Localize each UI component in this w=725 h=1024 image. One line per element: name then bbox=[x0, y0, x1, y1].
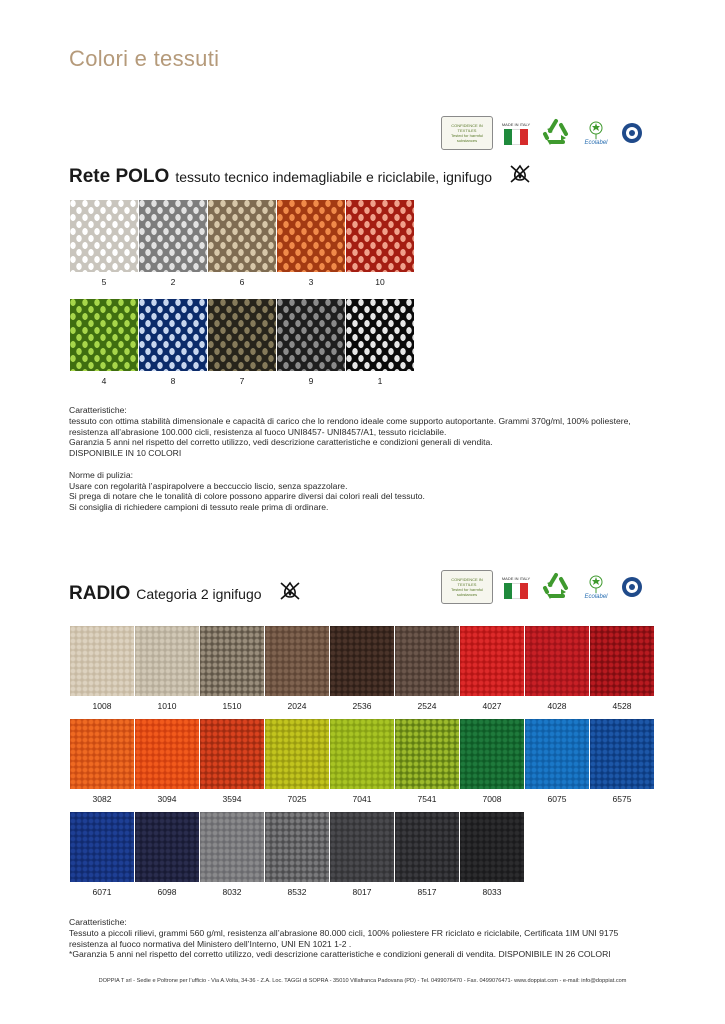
polo-note-line: tessuto con ottima stabilità dimensionale e capacità di carico che lo rendono ideale come supporto autoportante. Grammi 370g/ml, 100% poliestere, resistenza all’abrasione 100.000 cicli, resistenza al fuoco UNI8457- UNI8457/A1, tessuto riciclabile. bbox=[69, 415, 631, 437]
radio-note-line: *Garanzia 5 anni nel rispetto del corretto utilizzo, vedi descrizione caratteristiche e condizioni generali di vendita. DISPONIBILE IN 26 COLORI bbox=[69, 949, 611, 960]
polo-swatch-code: 3 bbox=[308, 277, 314, 287]
polo-swatch-code: 9 bbox=[308, 376, 314, 386]
radio-swatch-code: 1010 bbox=[157, 701, 177, 711]
polo-swatch-tile bbox=[139, 200, 207, 272]
flame-retardant-icon bbox=[508, 163, 532, 190]
ecolabel-label: Ecolabel bbox=[584, 594, 608, 600]
radio-swatch-tile bbox=[330, 626, 394, 696]
radio-swatch bbox=[525, 719, 589, 804]
radio-swatch-tile bbox=[70, 626, 134, 696]
oeko-tex-icon bbox=[441, 570, 493, 604]
polo-note-line: Norme di pulizia: bbox=[69, 469, 133, 480]
radio-swatch-code: 8033 bbox=[482, 887, 502, 897]
radio-swatch bbox=[135, 719, 199, 804]
radio-swatch bbox=[200, 812, 264, 897]
radio-section-header bbox=[69, 580, 302, 607]
radio-swatch bbox=[330, 812, 394, 897]
polo-swatch-code: 7 bbox=[239, 376, 245, 386]
radio-swatch-code: 6098 bbox=[157, 887, 177, 897]
ecolabel-label: Ecolabel bbox=[584, 140, 608, 146]
radio-swatch bbox=[395, 719, 459, 804]
radio-subtitle: Categoria 2 ignifugo bbox=[136, 585, 262, 602]
polo-swatch-code: 2 bbox=[170, 277, 176, 287]
radio-swatch bbox=[460, 719, 524, 804]
certification-logos-polo bbox=[441, 116, 645, 150]
radio-swatch-tile bbox=[135, 812, 199, 882]
radio-swatch-code: 6575 bbox=[612, 794, 632, 804]
polo-note-line: Caratteristiche: bbox=[69, 405, 127, 415]
polo-swatch-tile bbox=[70, 299, 138, 371]
radio-swatch-code: 8032 bbox=[222, 887, 242, 897]
radio-swatch-tile bbox=[265, 812, 329, 882]
radio-swatch-code: 4528 bbox=[612, 701, 632, 711]
polo-swatch-tile bbox=[277, 299, 345, 371]
radio-swatch-tile bbox=[265, 719, 329, 789]
radio-swatch-tile bbox=[525, 626, 589, 696]
radio-swatch-grid bbox=[70, 626, 654, 897]
radio-swatch-tile bbox=[395, 719, 459, 789]
radio-swatch-code: 7541 bbox=[417, 794, 437, 804]
oeko-tex-sub: Tested for harmful substances bbox=[450, 133, 483, 143]
polo-swatch bbox=[277, 299, 345, 386]
iso-seal-icon bbox=[619, 116, 645, 150]
radio-swatch bbox=[525, 626, 589, 711]
radio-swatch-code: 6075 bbox=[547, 794, 567, 804]
radio-swatch-tile bbox=[460, 626, 524, 696]
radio-swatch-code: 6071 bbox=[92, 887, 112, 897]
page-title: Colori e tessuti bbox=[69, 46, 220, 71]
radio-swatch bbox=[265, 812, 329, 897]
radio-swatch-tile bbox=[395, 812, 459, 882]
radio-swatch-tile bbox=[200, 812, 264, 882]
radio-swatch bbox=[265, 626, 329, 711]
radio-swatch-tile bbox=[70, 719, 134, 789]
radio-swatch-code: 4027 bbox=[482, 701, 502, 711]
polo-swatch-code: 8 bbox=[170, 376, 176, 386]
radio-notes bbox=[69, 917, 659, 960]
radio-swatch-code: 7041 bbox=[352, 794, 372, 804]
radio-swatch bbox=[135, 812, 199, 897]
radio-title: RADIO bbox=[69, 582, 131, 604]
polo-swatch-tile bbox=[346, 299, 414, 371]
polo-swatch-tile bbox=[139, 299, 207, 371]
radio-swatch bbox=[70, 626, 134, 711]
oeko-tex-label: CONFIDENCE IN TEXTILES bbox=[451, 123, 483, 133]
radio-swatch-tile bbox=[135, 626, 199, 696]
radio-swatch-tile bbox=[590, 626, 654, 696]
ecolabel-icon bbox=[581, 570, 611, 604]
polo-notes bbox=[69, 405, 669, 513]
polo-swatch bbox=[208, 200, 276, 287]
radio-swatch bbox=[265, 719, 329, 804]
polo-swatch bbox=[277, 200, 345, 287]
radio-swatch-code: 3082 bbox=[92, 794, 112, 804]
polo-swatch-code: 1 bbox=[377, 376, 383, 386]
radio-swatch bbox=[330, 719, 394, 804]
polo-title: Rete POLO bbox=[69, 165, 170, 187]
radio-swatch-tile bbox=[135, 719, 199, 789]
iso-seal-icon bbox=[619, 570, 645, 604]
polo-swatch-tile bbox=[70, 200, 138, 272]
radio-swatch-code: 2536 bbox=[352, 701, 372, 711]
radio-swatch-code: 8517 bbox=[417, 887, 437, 897]
polo-section-header bbox=[69, 163, 532, 190]
polo-subtitle: tessuto tecnico indemagliabile e riciclabile, ignifugo bbox=[175, 168, 493, 185]
radio-swatch bbox=[330, 626, 394, 711]
polo-swatch bbox=[139, 200, 207, 287]
oeko-tex-icon bbox=[441, 116, 493, 150]
radio-swatch-code: 4028 bbox=[547, 701, 567, 711]
radio-swatch-tile bbox=[330, 812, 394, 882]
made-in-italy-flag-icon bbox=[501, 571, 531, 603]
polo-note-line: Si prega di notare che le tonalità di colore possono apparire diversi dai colori reali del tessuto. bbox=[69, 491, 425, 502]
polo-swatch bbox=[70, 200, 138, 287]
radio-swatch-tile bbox=[590, 719, 654, 789]
polo-note-line: Usare con regolarità l’aspirapolvere a beccuccio liscio, senza spazzolare. bbox=[69, 480, 348, 491]
radio-swatch bbox=[395, 812, 459, 897]
polo-swatch bbox=[346, 200, 414, 287]
radio-swatch bbox=[200, 626, 264, 711]
radio-swatch bbox=[460, 626, 524, 711]
polo-swatch-grid bbox=[70, 200, 414, 386]
polo-swatch-tile bbox=[208, 299, 276, 371]
radio-swatch-code: 3094 bbox=[157, 794, 177, 804]
radio-swatch-code: 8017 bbox=[352, 887, 372, 897]
made-in-italy-flag-icon bbox=[501, 117, 531, 149]
radio-swatch bbox=[590, 626, 654, 711]
oeko-tex-sub: Tested for harmful substances bbox=[450, 587, 483, 597]
radio-swatch-tile bbox=[460, 719, 524, 789]
radio-swatch-code: 7008 bbox=[482, 794, 502, 804]
certification-logos-radio bbox=[441, 570, 645, 604]
radio-swatch-tile bbox=[200, 626, 264, 696]
radio-swatch-code: 8532 bbox=[287, 887, 307, 897]
polo-note-line: Garanzia 5 anni nel rispetto del corretto utilizzo, vedi descrizione caratteristiche e condizioni generali di vendita. bbox=[69, 437, 493, 448]
radio-note-line: Tessuto a piccoli rilievi, grammi 560 g/ml, resistenza all’abrasione 80.000 cicli, 100% poliestere FR riciclato e riciclabile, Certificata 1IM UNI 9175 resistenza al fuoco normativa del Ministero dell’Interno, UNI EN 1021 1-2 . bbox=[69, 927, 619, 949]
polo-swatch bbox=[208, 299, 276, 386]
radio-swatch bbox=[200, 719, 264, 804]
polo-swatch-code: 10 bbox=[375, 277, 385, 287]
radio-swatch-code: 2024 bbox=[287, 701, 307, 711]
radio-swatch bbox=[590, 719, 654, 804]
radio-swatch-tile bbox=[265, 626, 329, 696]
polo-swatch bbox=[70, 299, 138, 386]
polo-swatch-code: 4 bbox=[101, 376, 107, 386]
polo-swatch-tile bbox=[277, 200, 345, 272]
radio-swatch bbox=[395, 626, 459, 711]
radio-swatch-tile bbox=[395, 626, 459, 696]
radio-swatch bbox=[70, 812, 134, 897]
footer-contact: DOPPIA T srl - Sedie e Poltrone per l’ufficio - Via A.Volta, 34-36 - Z.A. Loc. TAGGI di SOPRA - 35010 Villafranca Padovana (PD) - Tel. 0499076470 - Fax. 0499076471- www.doppiat.com - e-mail: info@doppiat.com bbox=[98, 978, 627, 984]
polo-swatch bbox=[139, 299, 207, 386]
polo-swatch-tile bbox=[346, 200, 414, 272]
recycle-icon bbox=[539, 570, 573, 604]
polo-swatch-code: 5 bbox=[101, 277, 107, 287]
radio-swatch-tile bbox=[70, 812, 134, 882]
recycle-icon bbox=[539, 116, 573, 150]
radio-note-line: Caratteristiche: bbox=[69, 917, 127, 927]
radio-swatch-tile bbox=[200, 719, 264, 789]
polo-note-line: Si consiglia di richiedere campioni di tessuto reale prima di ordinare. bbox=[69, 502, 329, 513]
polo-swatch-code: 6 bbox=[239, 277, 245, 287]
radio-swatch-tile bbox=[330, 719, 394, 789]
radio-swatch-tile bbox=[460, 812, 524, 882]
polo-note-line: DISPONIBILE IN 10 COLORI bbox=[69, 448, 182, 459]
radio-swatch-tile bbox=[525, 719, 589, 789]
oeko-tex-label: CONFIDENCE IN TEXTILES bbox=[451, 577, 483, 587]
radio-swatch-code: 7025 bbox=[287, 794, 307, 804]
flame-retardant-icon bbox=[278, 580, 302, 607]
polo-swatch-tile bbox=[208, 200, 276, 272]
radio-swatch bbox=[70, 719, 134, 804]
radio-swatch-code: 1008 bbox=[92, 701, 112, 711]
radio-swatch-code: 1510 bbox=[222, 701, 242, 711]
radio-swatch-code: 3594 bbox=[222, 794, 242, 804]
made-in-italy-label: MADE IN ITALY bbox=[501, 121, 531, 127]
radio-swatch bbox=[135, 626, 199, 711]
radio-swatch bbox=[460, 812, 524, 897]
polo-note-line bbox=[69, 459, 669, 470]
radio-swatch-code: 2524 bbox=[417, 701, 437, 711]
made-in-italy-label: MADE IN ITALY bbox=[501, 575, 531, 581]
polo-swatch bbox=[346, 299, 414, 386]
ecolabel-icon bbox=[581, 116, 611, 150]
